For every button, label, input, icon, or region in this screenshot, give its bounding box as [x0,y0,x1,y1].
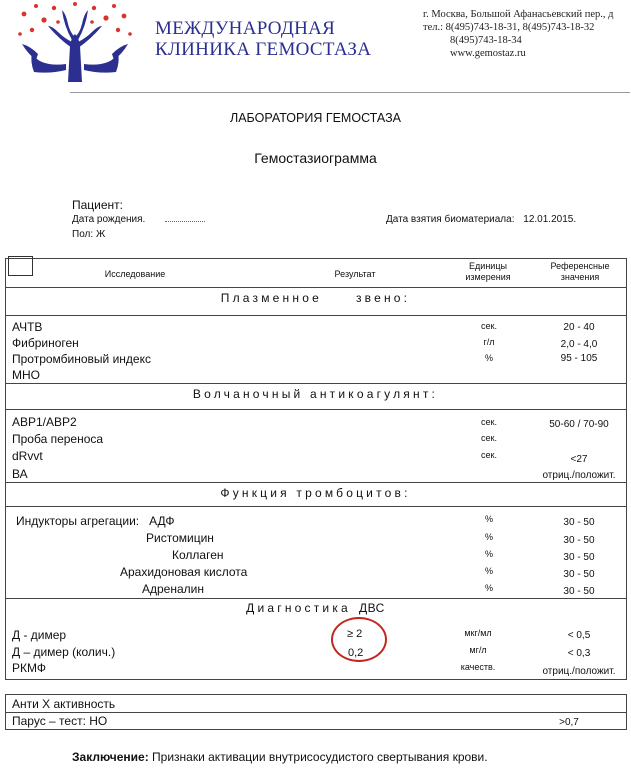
unit-d-dimer-quant: мг/л [469,645,487,655]
lab-title: ЛАБОРАТОРИЯ ГЕМОСТАЗА [230,111,401,125]
row-parus-test: Парус – тест: НО [12,714,108,728]
row-adrenaline: Адреналин [142,582,204,596]
unit-pti: % [484,353,493,363]
sample-date-field [386,214,576,225]
unit-drvvt: сек. [481,450,497,460]
ref-parus-test: >0,7 [559,717,579,728]
clinic-website: www.gemostaz.ru [450,48,526,59]
table-divider [5,712,627,713]
table-divider [5,287,627,288]
col-header-units-2: измерения [465,272,511,282]
ref-d-dimer-quant: < 0,3 [567,648,591,659]
clinic-address: г. Москва, Большой Афанасьевский пер., д [423,9,614,20]
unit-ristomycin: % [484,532,493,542]
ref-avr: 50-60 / 70-90 [549,419,609,430]
row-d-dimer-quant: Д – димер (колич.) [12,645,116,659]
section-plasma [0,291,631,305]
corner-checkbox [8,256,33,276]
ref-va: отриц./положит. [542,470,616,481]
ref-d-dimer: < 0,5 [567,630,591,641]
birth-date-blank [165,221,205,222]
row-avr: АВР1/АВР2 [12,415,77,429]
conclusion-label: Заключение: [72,750,149,764]
unit-fibrinogen: г/л [483,337,495,347]
sample-date-value: 12.01.2015. [523,214,577,225]
unit-arachidonic: % [484,566,493,576]
section-platelet: Функция тромбоцитов: [220,486,411,500]
section-plasma-1: Плазменное [220,291,322,305]
result-d-dimer-quant: 0,2 [348,647,364,659]
table-divider [5,409,627,410]
ref-arachidonic: 30 - 50 [563,569,595,580]
ref-ristomycin: 30 - 50 [563,535,595,546]
row-rkmf: РКМФ [12,661,46,675]
row-va: ВА [12,467,28,481]
row-ristomycin: Ристомицин [146,531,214,545]
section-dic [0,601,631,615]
conclusion [72,750,488,764]
ref-adrenaline: 30 - 50 [563,586,595,597]
row-achtv: АЧТВ [12,320,43,334]
clinic-name-line2: КЛИНИКА ГЕМОСТАЗА [155,39,372,60]
ref-fibrinogen: 2,0 - 4,0 [560,339,598,350]
patient-label: Пациент: [72,198,124,212]
ref-collagen: 30 - 50 [563,552,595,563]
clinic-name-line1: МЕЖДУНАРОДНАЯ [155,18,336,39]
row-drvvt: dRvvt [12,449,43,463]
sex-field [72,229,105,240]
row-collagen: Коллаген [172,548,224,562]
clinic-name [155,18,371,60]
clinic-logo [14,0,136,82]
table-divider [5,598,627,599]
col-header-units [448,261,528,283]
sex-value: Ж [95,229,106,240]
row-adf: Индукторы агрегации: АДФ [16,514,175,528]
unit-adf: % [484,514,493,524]
result-d-dimer: ≥ 2 [347,628,363,640]
col-header-ref-2: значения [560,272,600,282]
unit-avr: сек. [481,417,497,427]
row-anti-x: Анти Х активность [12,697,116,711]
row-pti: Протромбиновый индекс [12,352,151,366]
row-fibrinogen: Фибриноген [12,336,79,350]
section-lupus: Волчаночный антикоагулянт: [192,387,439,401]
row-arachidonic: Арахидоновая кислота [120,565,248,579]
ref-pti: 95 - 105 [560,353,598,364]
col-header-ref [535,261,625,283]
table-divider [5,506,627,507]
unit-achtv: сек. [481,321,497,331]
birth-date-label: Дата рождения. [72,214,146,225]
highlight-circle [331,617,387,662]
section-dic-1: Диагностика [246,601,351,615]
document-title: Гемостазиограмма [254,150,377,166]
row-mno: МНО [12,368,40,382]
unit-collagen: % [484,549,493,559]
section-plasma-2: звено: [355,291,411,305]
col-header-ref-1: Референсные [550,261,610,271]
unit-transfer-test: сек. [481,433,497,443]
clinic-phone-1: тел.: 8(495)743-18-31, 8(495)743-18-32 [423,22,595,33]
sample-date-label: Дата взятия биоматериала: [386,214,515,225]
row-d-dimer: Д - димер [12,628,67,642]
col-header-test: Исследование [104,269,166,279]
clinic-contacts [423,8,614,60]
unit-rkmf: качеств. [460,662,496,672]
row-transfer-test: Проба переноса [12,432,104,446]
conclusion-text: Признаки активации внутрисосудистого свертывания крови. [148,750,488,764]
unit-d-dimer: мкг/мл [464,628,492,638]
birth-date-field [72,214,205,225]
ref-rkmf: отриц./положит. [542,666,616,677]
section-dic-2: ДВС [358,601,385,615]
header-divider [70,92,630,93]
col-header-result: Результат [334,269,376,279]
ref-achtv: 20 - 40 [563,322,595,333]
sex-label: Пол: [72,229,94,240]
ref-drvvt: <27 [570,454,588,465]
table-divider [5,482,627,483]
table-divider [5,315,627,316]
ref-adf: 30 - 50 [563,517,595,528]
clinic-phone-2: 8(495)743-18-34 [450,35,522,46]
table-divider [5,383,627,384]
unit-adrenaline: % [484,583,493,593]
col-header-units-1: Единицы [469,261,507,271]
